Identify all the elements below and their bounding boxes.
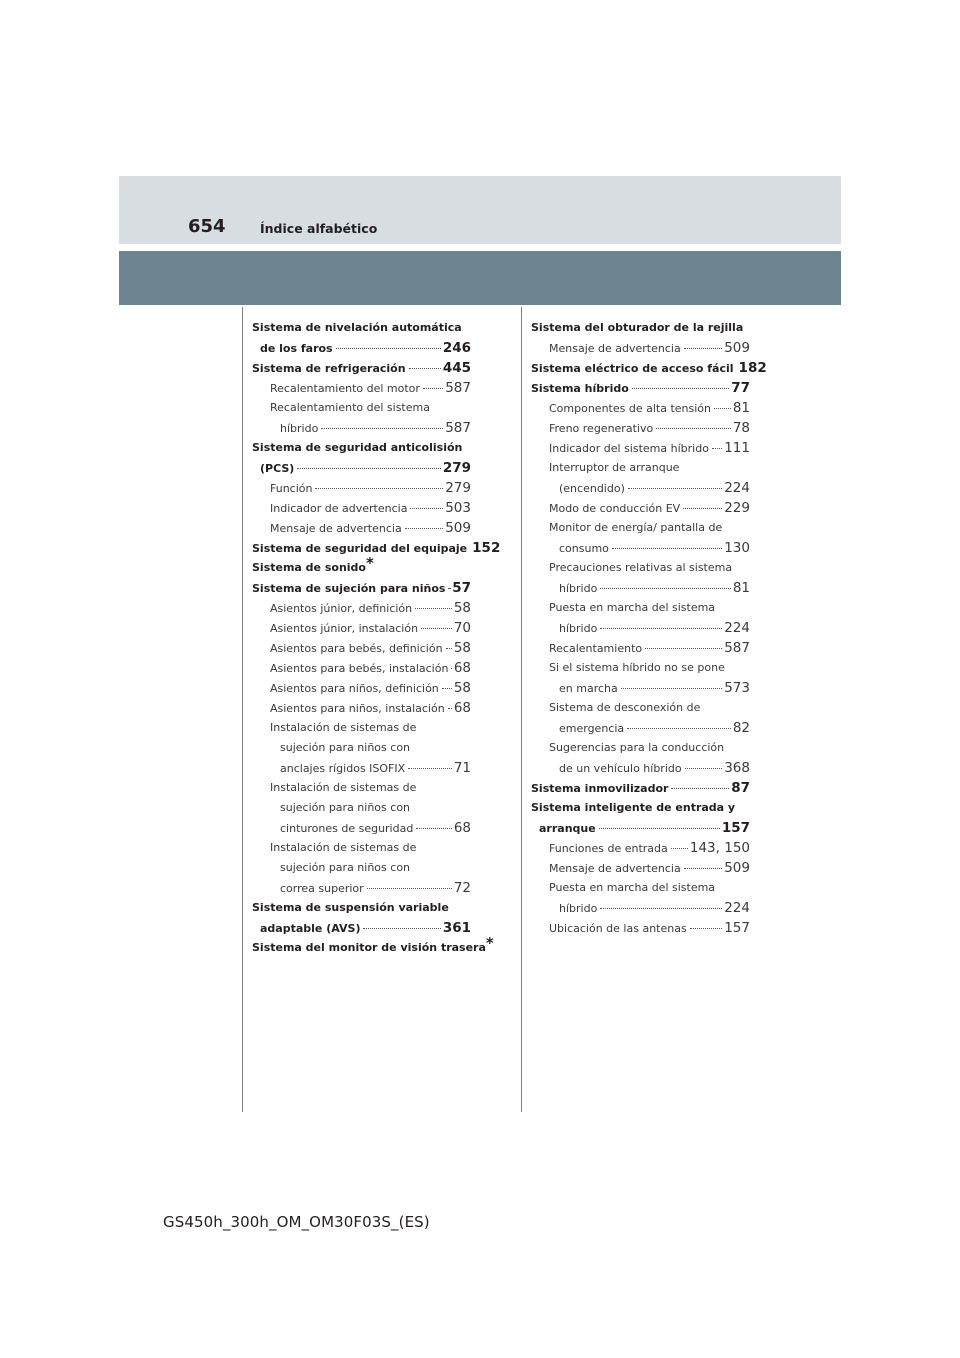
page-number: 654 [188,216,226,237]
dot-leader [416,828,451,829]
index-entry-page: 509 [445,520,471,536]
index-entry [252,798,471,818]
index-entry [531,598,750,618]
index-entry-text: Instalación de sistemas de [270,841,417,854]
index-entry-page: 224 [724,480,750,496]
dot-leader [448,588,450,589]
dot-leader [415,608,452,609]
section-title: Índice alfabético [260,221,378,236]
index-entry-page: 87 [731,780,750,796]
index-entry [531,378,750,398]
dot-leader [367,888,452,889]
index-entry [252,498,471,518]
index-entry [252,878,471,898]
index-entry-text: Mensaje de advertencia [549,342,681,355]
index-entry-text: Modo de conducción EV [549,502,681,515]
dot-leader [627,728,731,729]
index-entry [252,358,471,378]
index-entry [531,538,750,558]
dot-leader [690,928,723,929]
index-entry [531,818,750,838]
index-entry [252,478,471,498]
dot-leader [685,768,723,769]
dot-leader [446,648,452,649]
dot-leader [321,428,443,429]
index-entry-text: Instalación de sistemas de [270,721,417,734]
index-entry-page: 77 [731,380,750,396]
index-entry-text: Función [270,482,313,495]
index-entry-page: 58 [453,600,471,616]
dot-leader [683,508,722,509]
index-entry-page: 573 [724,680,750,696]
dot-leader [409,368,441,369]
index-entry-page: 246 [442,340,471,356]
index-entry-page: 368 [724,760,750,776]
index-entry [531,438,750,458]
index-entry-text: Asientos júnior, definición [270,602,413,615]
index-entry-text: Sistema de nivelación automática [252,321,462,334]
index-entry [531,878,750,898]
index-entry-text: en marcha [559,682,618,695]
dot-leader [363,928,440,929]
index-entry-page: 224 [724,620,750,636]
index-entry [531,738,750,758]
index-entry [531,398,750,418]
dot-leader [421,628,452,629]
index-entry-text: correa superior [280,882,364,895]
index-entry [252,718,471,738]
index-column-right [531,318,767,938]
index-entry-page: 68 [453,820,471,836]
dot-leader [297,468,440,469]
index-entry-text: Sistema eléctrico de acceso fácil [531,362,734,375]
index-entry [531,858,750,878]
index-entry-page: 68 [453,660,471,676]
index-entry [531,898,750,918]
index-entry [252,338,471,358]
dot-leader [600,908,722,909]
index-entry [252,898,471,918]
dot-leader [714,408,731,409]
index-entry-text: híbrido [280,422,319,435]
index-entry-page: 587 [445,380,471,396]
index-entry-text: Recalentamiento del motor [270,382,420,395]
index-entry-page: 279 [442,460,471,476]
footnote-star: * [365,554,374,572]
index-entry [531,418,750,438]
index-entry-text: híbrido [559,582,598,595]
index-entry [252,778,471,798]
index-entry-page: 130 [724,540,750,556]
index-entry-text: Sistema del obturador de la rejilla [531,321,744,334]
dot-leader [448,708,452,709]
index-entry-page: 361 [442,920,471,936]
index-entry-page: 509 [724,340,750,356]
index-entry [252,538,501,558]
index-entry-page: 224 [724,900,750,916]
index-entry [531,558,750,578]
index-entry-text: arranque [539,822,596,835]
dot-leader [600,628,722,629]
index-entry [531,678,750,698]
index-entry-page: 587 [445,420,471,436]
index-entry-text: Asientos para bebés, instalación [270,662,449,675]
index-entry-page: 81 [732,580,750,596]
index-entry-text: Si el sistema híbrido no se pone [549,661,725,674]
dot-leader [712,448,722,449]
index-entry-text: Sistema de sujeción para niños [252,582,446,595]
index-entry [252,638,471,658]
index-entry-text: Asientos para niños, definición [270,682,439,695]
index-entry [252,318,471,338]
index-entry [252,618,471,638]
index-entry-text: emergencia [559,722,625,735]
index-entry-page: 503 [445,500,471,516]
index-entry-text: Precauciones relativas al sistema [549,561,733,574]
index-entry [252,658,471,678]
index-entry-page: 111 [724,440,750,456]
index-entry [531,498,750,518]
index-entry [252,458,471,478]
index-entry-text: Recalentamiento del sistema [270,401,430,414]
dot-leader [684,868,723,869]
index-entry [252,858,471,878]
index-entry-page: 58 [453,640,471,656]
index-entry [531,458,750,478]
index-column-left [252,318,501,958]
index-entry-page: 182 [738,360,767,376]
index-entry [531,338,750,358]
index-entry-text: Sistema de seguridad anticolisión [252,441,463,454]
index-entry-text: Recalentamiento [549,642,643,655]
index-entry-text: Sistema inteligente de entrada y [531,801,736,814]
index-entry [252,698,471,718]
index-entry [252,398,471,418]
index-entry-page: 82 [732,720,750,736]
dot-leader [315,488,443,489]
dot-leader [600,588,731,589]
index-entry [531,578,750,598]
index-entry-text: (PCS) [260,462,295,475]
dot-leader [423,388,443,389]
index-entry-text: híbrido [559,902,598,915]
dot-leader [599,828,720,829]
index-entry-text: Interruptor de arranque [549,461,680,474]
dot-leader [336,348,441,349]
index-entry-text: Componentes de alta tensión [549,402,711,415]
dot-leader [612,548,722,549]
dot-leader [671,848,688,849]
index-entry-page: 68 [453,700,471,716]
index-entry-text: Asientos júnior, instalación [270,622,419,635]
index-entry [531,778,750,798]
index-entry-text: adaptable (AVS) [260,922,361,935]
index-entry-text: Indicador de advertencia [270,502,408,515]
index-entry [252,738,471,758]
index-entry [252,554,471,578]
index-entry-text: Asientos para niños, instalación [270,702,445,715]
index-entry [531,638,750,658]
index-entry-text: sujeción para niños con [280,801,411,814]
index-entry-text: Mensaje de advertencia [270,522,402,535]
index-entry [252,758,471,778]
index-entry-page: 157 [724,920,750,936]
dot-leader [656,428,731,429]
index-entry-text: Sistema de suspensión variable [252,901,449,914]
index-entry-page: 279 [445,480,471,496]
index-entry-text: Funciones de entrada [549,842,668,855]
document-code: GS450h_300h_OM_OM30F03S_(ES) [163,1213,430,1231]
index-entry [531,758,750,778]
index-entry-text: Ubicación de las antenas [549,922,687,935]
index-entry-page: 70 [453,620,471,636]
index-entry-page: 587 [724,640,750,656]
index-entry-text: Sistema de refrigeración [252,362,406,375]
index-entry-text: Puesta en marcha del sistema [549,601,716,614]
index-entry-page: 152 [472,540,501,556]
index-entry-text: Sistema de sonido [252,561,366,574]
dot-leader [632,388,729,389]
index-entry [531,918,750,938]
index-entry-text: Sistema híbrido [531,382,629,395]
index-entry [531,698,750,718]
index-entry-text: anclajes rígidos ISOFIX [280,762,406,775]
index-entry-text: Sistema inmovilizador [531,782,669,795]
index-entry-text: Freno regenerativo [549,422,654,435]
index-entry [252,678,471,698]
index-entry-text: consumo [559,542,609,555]
index-entry-page: 57 [452,580,471,596]
index-entry-text: Monitor de energía/ pantalla de [549,521,723,534]
dot-leader [671,788,729,789]
index-entry-text: cinturones de seguridad [280,822,414,835]
index-entry-text: Puesta en marcha del sistema [549,881,716,894]
index-entry [531,318,750,338]
index-entry-text: Asientos para bebés, definición [270,642,443,655]
index-entry-text: sujeción para niños con [280,861,411,874]
index-entry [252,934,494,958]
index-entry-page: 445 [442,360,471,376]
index-entry [531,658,750,678]
index-entry-text: Mensaje de advertencia [549,862,681,875]
dot-leader [684,348,723,349]
index-entry [252,578,471,598]
index-entry-text: de los faros [260,342,333,355]
index-entry [252,378,471,398]
index-entry-text: Indicador del sistema híbrido [549,442,709,455]
index-entry-text: Sugerencias para la conducción [549,741,725,754]
index-entry [531,838,750,858]
index-entry [252,918,471,938]
index-entry [531,798,750,818]
index-entry-page: 229 [724,500,750,516]
index-entry-text: Sistema del monitor de visión trasera [252,941,486,954]
index-entry-page: 72 [453,880,471,896]
right-column-rule [521,307,522,1112]
index-entry-text: híbrido [559,622,598,635]
index-entry-page: 157 [721,820,750,836]
index-entry-page: 71 [453,760,471,776]
index-entry [531,518,750,538]
index-entry-page: 509 [724,860,750,876]
index-entry [531,618,750,638]
header-band [119,176,841,244]
dot-leader [628,488,722,489]
dot-leader [442,688,452,689]
index-entry [252,518,471,538]
dot-leader [410,508,443,509]
dot-leader [408,768,452,769]
index-entry-page: 81 [732,400,750,416]
dot-leader [621,688,722,689]
header-bar [119,251,841,305]
footnote-star: * [485,934,494,952]
index-entry-text: Instalación de sistemas de [270,781,417,794]
left-column-rule [242,307,243,1112]
index-entry-text: sujeción para niños con [280,741,411,754]
index-entry-text: Sistema de desconexión de [549,701,701,714]
index-entry-text: (encendido) [559,482,625,495]
dot-leader [645,648,722,649]
index-entry-text: de un vehículo híbrido [559,762,682,775]
index-entry [252,818,471,838]
index-entry [531,718,750,738]
index-entry-page: 58 [453,680,471,696]
index-entry-text: Sistema de seguridad del equipaje [252,542,468,555]
index-entry [252,838,471,858]
index-entry-page: 78 [732,420,750,436]
index-entry [252,598,471,618]
index-entry [252,418,471,438]
index-entry [252,438,471,458]
index-entry-page: 143, 150 [689,840,750,856]
index-entry [531,478,750,498]
dot-leader [405,528,444,529]
index-entry [531,358,767,378]
